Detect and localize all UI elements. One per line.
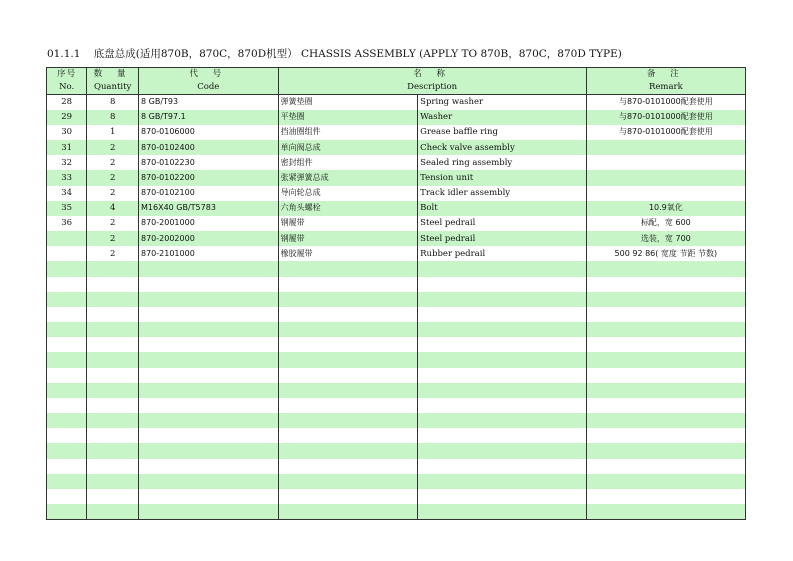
cell-code — [139, 337, 279, 352]
cell-name-cn — [278, 277, 418, 292]
cell-name-cn — [278, 428, 418, 443]
cell-name-en: Washer — [418, 110, 587, 125]
cell-name-cn — [278, 398, 418, 413]
cell-remark — [586, 155, 745, 170]
table-row — [47, 155, 746, 170]
cell-name-cn — [278, 504, 418, 519]
cell-remark — [586, 140, 745, 155]
cell-remark — [586, 307, 745, 322]
table-row — [47, 489, 746, 504]
cell-quantity — [87, 307, 139, 322]
cell-code: 870-0102230 — [139, 155, 279, 170]
table-row — [47, 383, 746, 398]
cell-no — [47, 368, 87, 383]
header-code: 代 号 Code — [139, 68, 279, 95]
cell-remark — [586, 489, 745, 504]
cell-code — [139, 504, 279, 519]
cell-no — [47, 246, 87, 261]
cell-code — [139, 307, 279, 322]
cell-name-cn — [278, 307, 418, 322]
cell-name-cn: 钢履带 — [278, 216, 418, 231]
cell-name-en: Spring washer — [418, 95, 587, 110]
cell-name-en — [418, 368, 587, 383]
cell-quantity — [87, 428, 139, 443]
cell-name-cn — [278, 489, 418, 504]
table-row — [47, 322, 746, 337]
table-row — [47, 201, 746, 216]
cell-no — [47, 413, 87, 428]
cell-remark — [586, 459, 745, 474]
cell-no — [47, 261, 87, 276]
cell-quantity — [87, 277, 139, 292]
cell-remark: 500 92 86( 宽度 节距 节数) — [586, 246, 745, 261]
table-row — [47, 368, 746, 383]
cell-name-en: Track idler assembly — [418, 186, 587, 201]
cell-name-cn — [278, 383, 418, 398]
cell-name-cn — [278, 261, 418, 276]
cell-no — [47, 474, 87, 489]
section-number: 01.1.1 — [47, 48, 81, 60]
cell-name-cn — [278, 474, 418, 489]
cell-no — [47, 443, 87, 458]
cell-code: 870-0102100 — [139, 186, 279, 201]
cell-name-en — [418, 443, 587, 458]
table-row — [47, 504, 746, 519]
cell-no — [47, 277, 87, 292]
cell-name-cn: 单向阀总成 — [278, 140, 418, 155]
header-quantity: 数 量 Quantity — [87, 68, 139, 95]
cell-name-cn: 导向轮总成 — [278, 186, 418, 201]
cell-name-en: Bolt — [418, 201, 587, 216]
cell-quantity: 4 — [87, 201, 139, 216]
cell-name-cn — [278, 322, 418, 337]
cell-name-en: Steel pedrail — [418, 231, 587, 246]
table-row — [47, 337, 746, 352]
cell-name-en — [418, 383, 587, 398]
cell-remark — [586, 413, 745, 428]
cell-no — [47, 292, 87, 307]
cell-code — [139, 459, 279, 474]
table-row — [47, 398, 746, 413]
cell-code — [139, 292, 279, 307]
cell-name-cn — [278, 337, 418, 352]
cell-code — [139, 383, 279, 398]
cell-code — [139, 398, 279, 413]
cell-quantity: 2 — [87, 186, 139, 201]
cell-name-en — [418, 504, 587, 519]
cell-quantity: 2 — [87, 216, 139, 231]
cell-name-en — [418, 322, 587, 337]
table-row — [47, 216, 746, 231]
cell-name-cn — [278, 352, 418, 367]
header-no: 序号 No. — [47, 68, 87, 95]
table-row — [47, 428, 746, 443]
cell-quantity — [87, 459, 139, 474]
cell-name-en: Grease baffle ring — [418, 125, 587, 140]
table-row — [47, 292, 746, 307]
cell-code — [139, 413, 279, 428]
table-row — [47, 307, 746, 322]
cell-name-cn — [278, 292, 418, 307]
cell-remark: 选装，宽 700 — [586, 231, 745, 246]
cell-code: 8 GB/T93 — [139, 95, 279, 110]
table-body — [47, 95, 746, 520]
cell-code: 870-2101000 — [139, 246, 279, 261]
table-row — [47, 413, 746, 428]
page-title — [47, 46, 622, 61]
cell-name-cn — [278, 413, 418, 428]
cell-quantity: 2 — [87, 155, 139, 170]
cell-no: 32 — [47, 155, 87, 170]
cell-quantity: 2 — [87, 170, 139, 185]
cell-name-en — [418, 489, 587, 504]
table-row — [47, 110, 746, 125]
table-row — [47, 277, 746, 292]
cell-remark — [586, 383, 745, 398]
cell-quantity — [87, 383, 139, 398]
cell-remark — [586, 170, 745, 185]
parts-table — [46, 67, 746, 520]
cell-quantity — [87, 398, 139, 413]
header-description: 名 称 Description — [278, 68, 586, 95]
cell-name-en — [418, 474, 587, 489]
cell-quantity — [87, 368, 139, 383]
cell-quantity — [87, 489, 139, 504]
table-row — [47, 140, 746, 155]
cell-remark — [586, 398, 745, 413]
cell-name-en: Steel pedrail — [418, 216, 587, 231]
cell-code — [139, 489, 279, 504]
cell-name-cn: 六角头螺栓 — [278, 201, 418, 216]
cell-no: 34 — [47, 186, 87, 201]
cell-name-en — [418, 277, 587, 292]
cell-code: 8 GB/T97.1 — [139, 110, 279, 125]
cell-remark: 与870-0101000配套使用 — [586, 110, 745, 125]
cell-remark: 10.9氧化 — [586, 201, 745, 216]
cell-name-en — [418, 292, 587, 307]
section-title: 底盘总成(适用870B，870C，870D机型） CHASSIS ASSEMBLY (APPLY TO 870B，870C，870D TYPE) — [93, 48, 622, 60]
cell-name-cn — [278, 459, 418, 474]
cell-code — [139, 322, 279, 337]
cell-quantity — [87, 504, 139, 519]
cell-name-cn: 橡胶履带 — [278, 246, 418, 261]
cell-no — [47, 352, 87, 367]
cell-no — [47, 398, 87, 413]
cell-quantity — [87, 443, 139, 458]
cell-name-cn: 密封组件 — [278, 155, 418, 170]
cell-no: 30 — [47, 125, 87, 140]
cell-remark — [586, 261, 745, 276]
cell-name-cn — [278, 443, 418, 458]
cell-name-cn: 平垫圈 — [278, 110, 418, 125]
cell-no — [47, 489, 87, 504]
cell-quantity: 2 — [87, 246, 139, 261]
cell-remark — [586, 337, 745, 352]
cell-remark — [586, 322, 745, 337]
cell-code — [139, 474, 279, 489]
cell-no: 36 — [47, 216, 87, 231]
table-row — [47, 474, 746, 489]
cell-name-en: Rubber pedrail — [418, 246, 587, 261]
cell-name-cn: 钢履带 — [278, 231, 418, 246]
table-row — [47, 125, 746, 140]
table-row — [47, 95, 746, 110]
cell-quantity — [87, 413, 139, 428]
cell-name-en — [418, 337, 587, 352]
cell-code: 870-0102200 — [139, 170, 279, 185]
cell-quantity — [87, 292, 139, 307]
cell-no — [47, 459, 87, 474]
cell-no — [47, 504, 87, 519]
cell-name-en — [418, 428, 587, 443]
cell-code — [139, 443, 279, 458]
cell-name-cn: 张紧弹簧总成 — [278, 170, 418, 185]
cell-quantity — [87, 352, 139, 367]
cell-no: 31 — [47, 140, 87, 155]
table-row — [47, 246, 746, 261]
cell-remark — [586, 352, 745, 367]
cell-code — [139, 428, 279, 443]
cell-name-en — [418, 413, 587, 428]
cell-remark: 标配，宽 600 — [586, 216, 745, 231]
cell-no — [47, 337, 87, 352]
cell-quantity: 8 — [87, 110, 139, 125]
cell-quantity: 1 — [87, 125, 139, 140]
cell-remark — [586, 292, 745, 307]
cell-no — [47, 428, 87, 443]
cell-remark — [586, 277, 745, 292]
cell-no: 33 — [47, 170, 87, 185]
cell-name-en — [418, 261, 587, 276]
cell-remark: 与870-0101000配套使用 — [586, 125, 745, 140]
table-row — [47, 170, 746, 185]
cell-name-en — [418, 307, 587, 322]
cell-name-en: Sealed ring assembly — [418, 155, 587, 170]
cell-code: M16X40 GB/T5783 — [139, 201, 279, 216]
cell-remark — [586, 368, 745, 383]
header-remark: 备 注 Remark — [586, 68, 745, 95]
cell-code — [139, 261, 279, 276]
cell-name-en — [418, 398, 587, 413]
cell-no — [47, 322, 87, 337]
cell-code — [139, 277, 279, 292]
cell-quantity: 2 — [87, 140, 139, 155]
cell-remark — [586, 443, 745, 458]
cell-name-en — [418, 459, 587, 474]
cell-remark: 与870-0101000配套使用 — [586, 95, 745, 110]
cell-code — [139, 352, 279, 367]
table-row — [47, 261, 746, 276]
cell-quantity — [87, 261, 139, 276]
cell-name-cn: 弹簧垫圈 — [278, 95, 418, 110]
cell-code — [139, 368, 279, 383]
cell-remark — [586, 186, 745, 201]
cell-no: 35 — [47, 201, 87, 216]
cell-no: 29 — [47, 110, 87, 125]
cell-code: 870-2002000 — [139, 231, 279, 246]
cell-no — [47, 383, 87, 398]
cell-no — [47, 231, 87, 246]
table-row — [47, 352, 746, 367]
cell-no: 28 — [47, 95, 87, 110]
cell-quantity — [87, 337, 139, 352]
cell-name-cn: 挡油圈组件 — [278, 125, 418, 140]
table-row — [47, 231, 746, 246]
cell-remark — [586, 504, 745, 519]
table-row — [47, 459, 746, 474]
cell-name-cn — [278, 368, 418, 383]
cell-code: 870-0102400 — [139, 140, 279, 155]
table-row — [47, 443, 746, 458]
cell-name-en: Tension unit — [418, 170, 587, 185]
cell-remark — [586, 474, 745, 489]
cell-remark — [586, 428, 745, 443]
table-header — [47, 68, 746, 95]
cell-name-en: Check valve assembly — [418, 140, 587, 155]
table-row — [47, 186, 746, 201]
cell-no — [47, 307, 87, 322]
cell-quantity — [87, 322, 139, 337]
cell-name-en — [418, 352, 587, 367]
cell-code: 870-2001000 — [139, 216, 279, 231]
cell-quantity — [87, 474, 139, 489]
cell-quantity: 2 — [87, 231, 139, 246]
cell-quantity: 8 — [87, 95, 139, 110]
cell-code: 870-0106000 — [139, 125, 279, 140]
